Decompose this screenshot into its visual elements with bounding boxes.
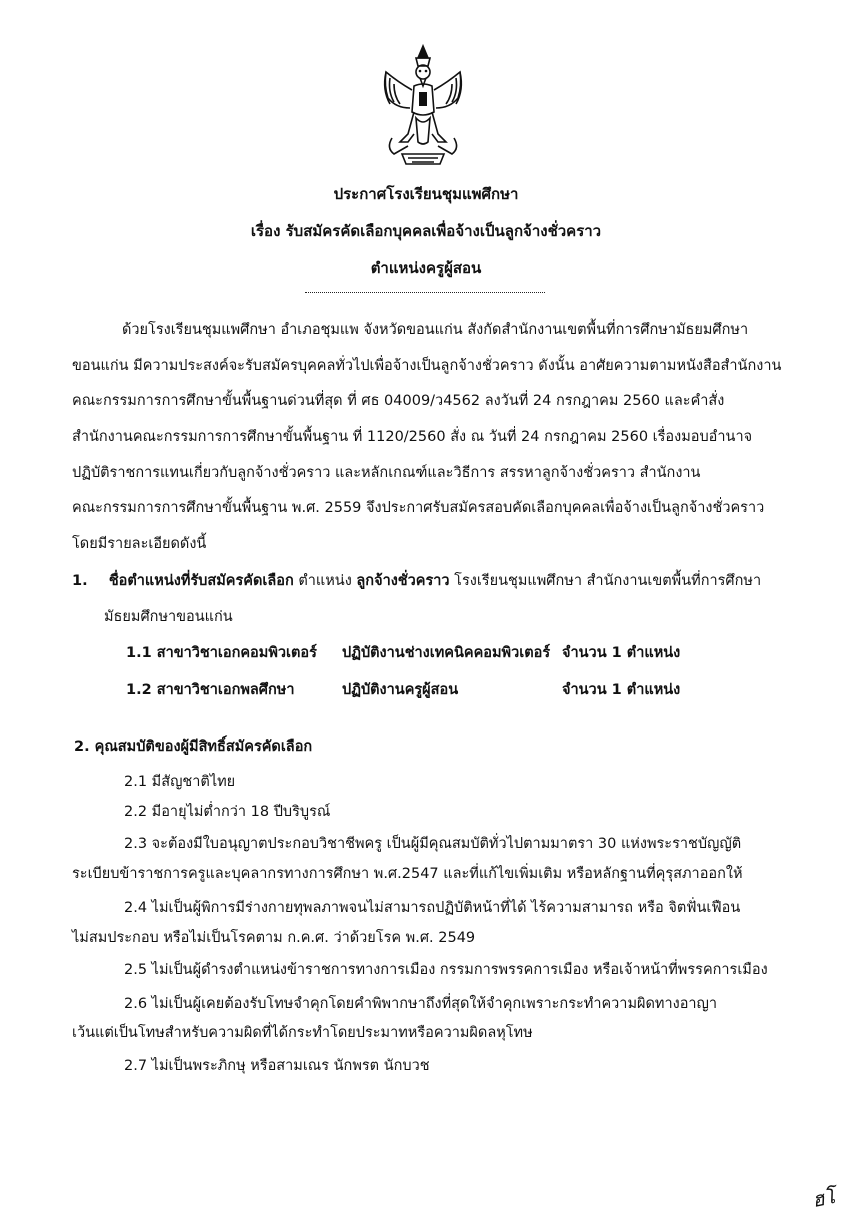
section1-text-a: ตำแหน่ง: [293, 573, 357, 589]
dotted-divider: [305, 292, 545, 293]
section2-line-7: 2.5 ไม่เป็นผู้ดำรงตำแหน่งข้าราชการทางการเมือง กรรมการพรรคการเมือง หรือเจ้าหน้าที่พรรคการเมือง: [124, 962, 768, 978]
intro-line-1: ด้วยโรงเรียนชุมแพศึกษา อำเภอชุมแพ จังหวัดขอนแก่น สังกัดสำนักงานเขตพื้นที่การศึกษามัธยมศึกษา: [122, 322, 749, 338]
section1-number: 1.: [72, 573, 88, 589]
intro-line-3: คณะกรรมการการศึกษาขั้นพื้นฐานด่วนที่สุด ที่ ศธ 04009/ว4562 ลงวันที่ 24 กรกฎาคม 2560 และคำสั่ง: [72, 393, 725, 409]
section2-line-8: 2.6 ไม่เป็นผู้เคยต้องรับโทษจำคุกโดยคำพิพากษาถึงที่สุดให้จำคุกเพราะกระทำความผิดทางอาญา: [124, 996, 718, 1012]
section1-item-1-duty: ปฏิบัติงานช่างเทคนิคคอมพิวเตอร์: [342, 645, 551, 661]
announcement-title: ประกาศโรงเรียนชุมแพศึกษา: [333, 185, 519, 203]
section1-text-c: โรงเรียนชุมแพศึกษา สำนักงานเขตพื้นที่การศึกษา: [449, 573, 762, 589]
section1-line-2: มัธยมศึกษาขอนแก่น: [104, 609, 233, 625]
section1-item-1-count: จำนวน 1 ตำแหน่ง: [562, 645, 681, 661]
section2-line-5: 2.4 ไม่เป็นผู้พิการมีร่างกายทุพลภาพจนไม่สามารถปฏิบัติหน้าที่ได้ ไร้ความสามารถ หรือ จิตฟั่นเฟือน: [124, 900, 741, 916]
section1-heading: ชื่อตำแหน่งที่รับสมัครคัดเลือก: [108, 573, 294, 589]
section2-line-10: 2.7 ไม่เป็นพระภิกษุ หรือสามเณร นักพรต นักบวช: [124, 1058, 430, 1074]
section2-line-9: เว้นแต่เป็นโทษสำหรับความผิดที่ได้กระทำโดยประมาทหรือความผิดลหุโทษ: [72, 1025, 533, 1041]
section2-heading: 2. คุณสมบัติของผู้มีสิทธิ์สมัครคัดเลือก: [74, 739, 313, 755]
intro-line-6: คณะกรรมการการศึกษาขั้นพื้นฐาน พ.ศ. 2559 จึงประกาศรับสมัครสอบคัดเลือกบุคคลเพื่อจ้างเป็นลูกจ้างชั่วคราว: [72, 500, 765, 516]
section1-item-2-duty: ปฏิบัติงานครูผู้สอน: [342, 682, 459, 698]
intro-line-5: ปฏิบัติราชการแทนเกี่ยวกับลูกจ้างชั่วคราว และหลักเกณฑ์และวิธีการ สรรหาลูกจ้างชั่วคราว สำนักงาน: [72, 465, 701, 481]
section2-line-4: ระเบียบข้าราชการครูและบุคลากรทางการศึกษา พ.ศ.2547 และที่แก้ไขเพิ่มเติม หรือหลักฐานที่คุรุสภาออกให้: [72, 866, 743, 882]
section2-line-1: 2.1 มีสัญชาติไทย: [124, 774, 236, 790]
intro-line-2: ขอนแก่น มีความประสงค์จะรับสมัครบุคคลทั่วไปเพื่อจ้างเป็นลูกจ้างชั่วคราว ดังนั้น อาศัยความตามหนังสือสำนักงาน: [72, 358, 782, 374]
section1-item-1-label: 1.1 สาขาวิชาเอกคอมพิวเตอร์: [126, 645, 317, 661]
intro-line-7: โดยมีรายละเอียดดังนี้: [72, 536, 207, 552]
section2-line-3: 2.3 จะต้องมีใบอนุญาตประกอบวิชาชีพครู เป็นผู้มีคุณสมบัติทั่วไปตามมาตรา 30 แห่งพระราชบัญญัติ: [124, 836, 742, 852]
section2-line-6: ไม่สมประกอบ หรือไม่เป็นโรคตาม ก.ค.ศ. ว่าด้วยโรค พ.ศ. 2549: [72, 930, 476, 946]
intro-line-4: สำนักงานคณะกรรมการการศึกษาขั้นพื้นฐาน ที่ 1120/2560 สั่ง ณ วันที่ 24 กรกฎาคม 2560 เรื่องมอบอำนาจ: [72, 429, 753, 445]
section1-item-2-count: จำนวน 1 ตำแหน่ง: [562, 682, 681, 698]
section1-bold-b: ลูกจ้างชั่วคราว: [356, 573, 450, 589]
announcement-position: ตำแหน่งครูผู้สอน: [370, 259, 482, 277]
garuda-emblem-icon: [378, 42, 468, 170]
section2-line-2: 2.2 มีอายุไม่ต่ำกว่า 18 ปีบริบูรณ์: [124, 804, 331, 820]
announcement-subject: เรื่อง รับสมัครคัดเลือกบุคคลเพื่อจ้างเป็นลูกจ้างชั่วคราว: [250, 222, 602, 240]
section1-line-1: [72, 569, 761, 592]
section1-item-2-label: 1.2 สาขาวิชาเอกพลศึกษา: [126, 682, 295, 698]
handwritten-initials: ฮโ: [809, 1183, 838, 1213]
